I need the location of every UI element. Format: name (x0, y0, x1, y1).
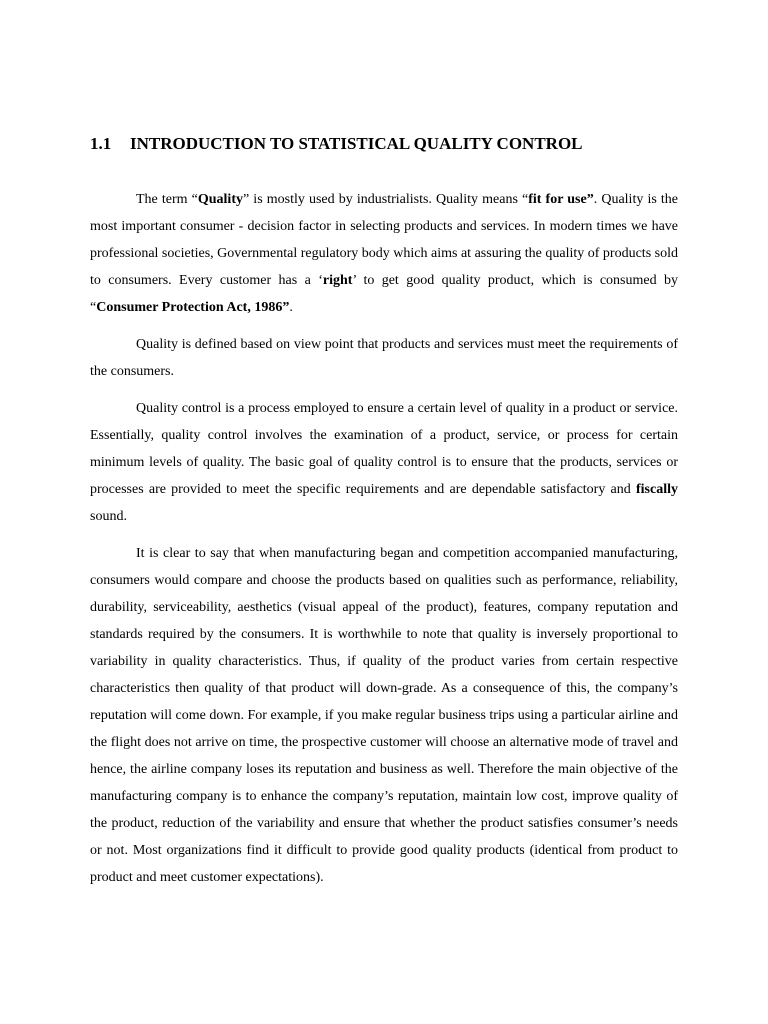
bold-text-segment: fit for use” (528, 192, 594, 207)
paragraph-quality-control (90, 395, 678, 530)
section-number: 1.1 (90, 134, 112, 153)
text-segment: . Quality is the most important consumer - decision factor in selecting products and services. In modern times we have professional societies, Governmental regulatory body which aims at assuring the quality of products sold to consumers. Every customer has a ‘ (90, 192, 678, 288)
text-segment: sound. (90, 509, 127, 524)
section-title: INTRODUCTION TO STATISTICAL QUALITY CONTROL (130, 134, 583, 153)
bold-text-segment: Consumer Protection Act, 1986” (96, 300, 290, 315)
text-segment: It is clear to say that when manufacturing began and competition accompanied manufacturing, consumers would compare and choose the products based on qualities such as performance, reliability, durability, serviceability, aesthetics (visual appeal of the product), features, company reputation and standards required by the consumers. It is worthwhile to note that quality is inversely proportional to variability in quality characteristics. Thus, if quality of the product varies from certain respective characteristics then quality of that product will down-grade. As a consequence of this, the company’s reputation will come down. For example, if you make regular business trips using a particular airline and the flight does not arrive on time, the prospective customer will choose an alternative mode of travel and hence, the airline company loses its reputation and business as well. Therefore the main objective of the manufacturing company is to enhance the company’s reputation, maintain low cost, improve quality of the product, reduction of the variability and ensure that whether the product satisfies consumer’s needs or not. Most organizations find it difficult to provide good quality products (identical from product to product and meet customer expectations). (90, 546, 678, 885)
text-segment: . (289, 300, 293, 315)
document-body (90, 186, 678, 901)
text-segment: ’ to get good quality product, which is consumed by “ (90, 273, 678, 315)
text-segment: ” is mostly used by industrialists. Quality means “ (242, 192, 529, 207)
text-segment: The term “ (136, 192, 198, 207)
bold-text-segment: fiscally (636, 482, 678, 497)
text-segment: Quality control is a process employed to ensure a certain level of quality in a product or service. Essentially, quality control involves the examination of a product, service, or process for certain minimum levels of quality. The basic goal of quality control is to ensure that the products, services or processes are provided to meet the specific requirements and are dependable satisfactory and (90, 401, 678, 497)
paragraph-quality-definition (90, 186, 678, 321)
paragraph-view-point (90, 331, 678, 385)
paragraph-manufacturing (90, 540, 678, 891)
bold-text-segment: Quality (197, 192, 243, 207)
section-heading (90, 133, 690, 155)
bold-text-segment: right (322, 273, 353, 288)
text-segment: Quality is defined based on view point that products and services must meet the requirements of the consumers. (90, 337, 678, 379)
